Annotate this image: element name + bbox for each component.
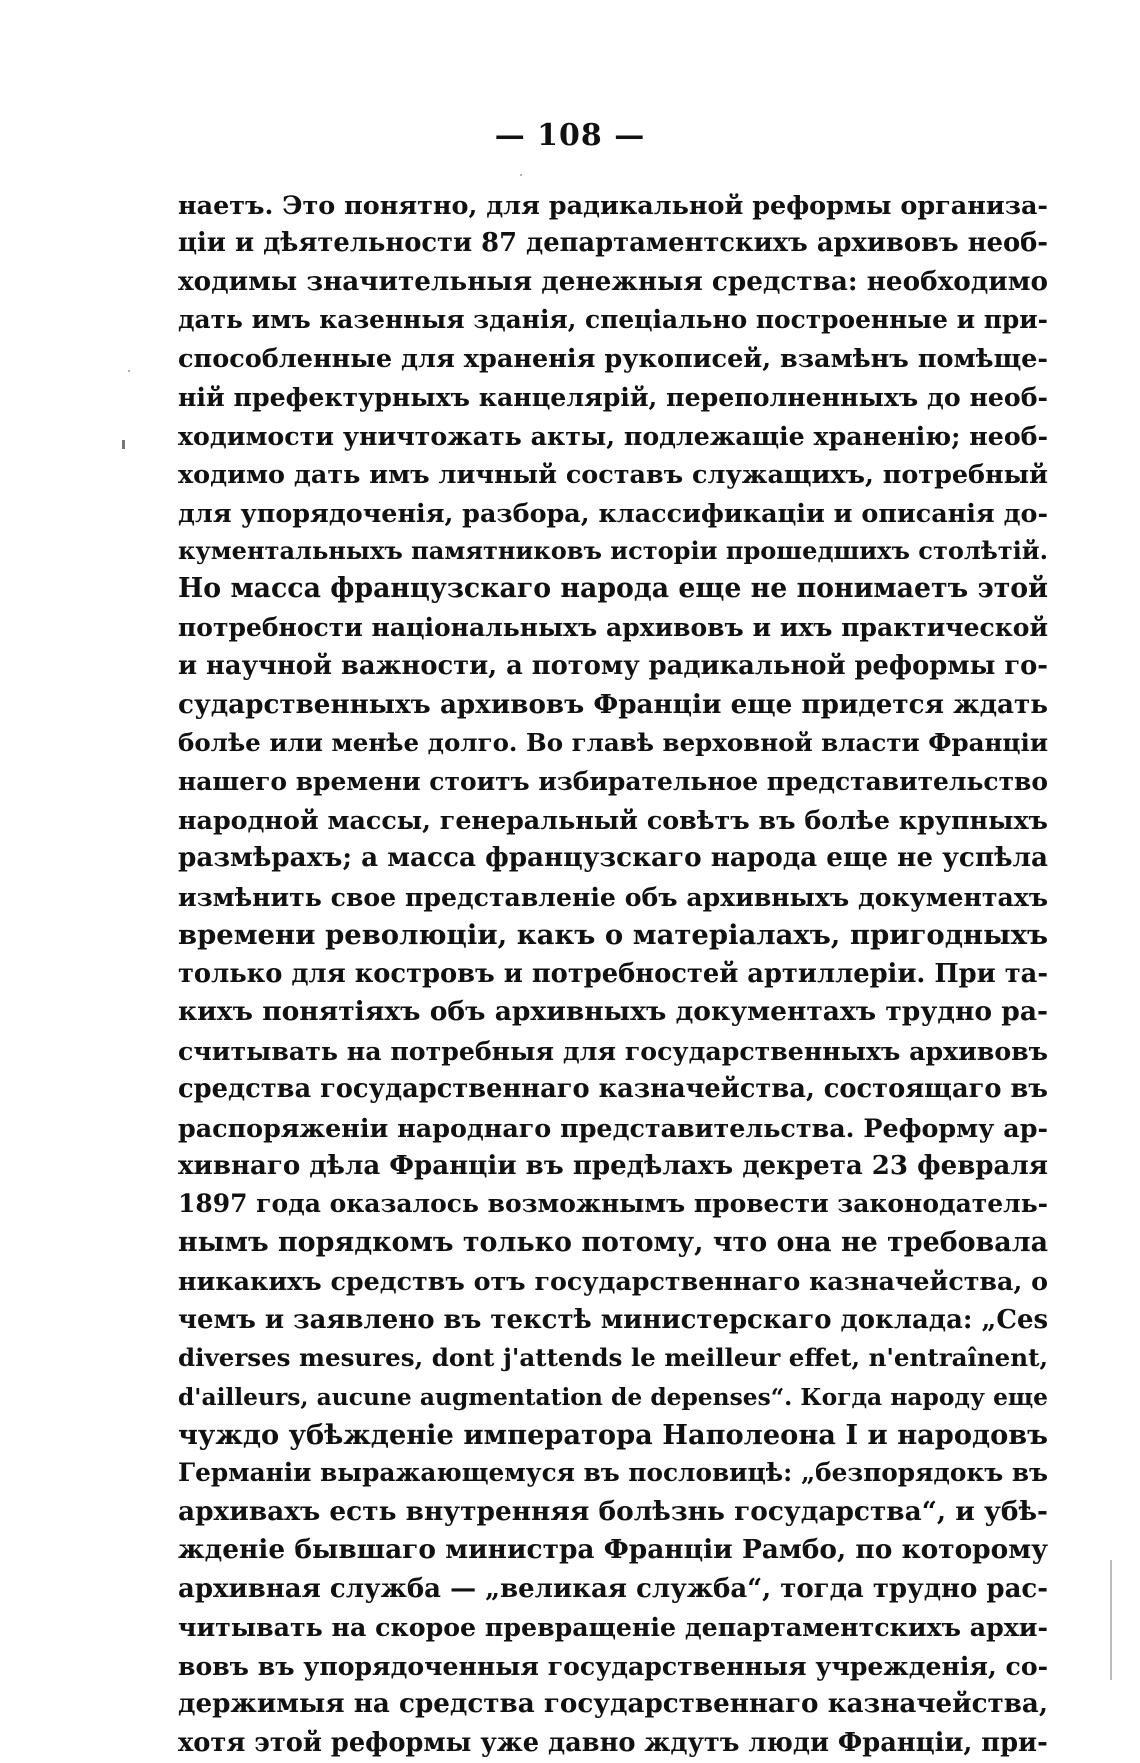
text-line: чемъ и заявлено въ текстѣ министерскаго доклада: „Ces	[178, 1304, 1048, 1335]
text-line: Но масса французскаго народа еще не понимаетъ этой	[178, 573, 1048, 605]
text-line: чуждо убѣжденіе императора Наполеона I и народовъ	[178, 1419, 1048, 1451]
scan-speck	[520, 174, 522, 176]
text-line: для упорядоченія, разбора, классификаціи и описанія до-	[178, 497, 1048, 528]
body-text	[178, 186, 1048, 1762]
text-line: только для костровъ и потребностей артиллеріи. При та-	[178, 958, 1048, 989]
text-line: Германіи выражающемуся въ пословицѣ: „безпорядокъ въ	[178, 1458, 1048, 1488]
text-line: распоряженіи народнаго представительства. Реформу ар-	[178, 1112, 1048, 1143]
scan-speck	[128, 370, 130, 372]
text-line: кихъ понятіяхъ объ архивныхъ документахъ трудно ра-	[178, 996, 1048, 1028]
text-line: хотя этой реформы уже давно ждутъ люди Франціи, при-	[178, 1727, 1048, 1758]
text-line: дать имъ казенныя зданія, спеціально построенные и при-	[178, 305, 1048, 335]
text-line: 1897 года оказалось возможнымъ провести законодатель-	[178, 1189, 1048, 1219]
page-number: — 108 —	[494, 118, 646, 153]
text-line: способленные для храненія рукописей, взамѣнъ помѣще-	[178, 343, 1048, 374]
text-line: и научной важности, а потому радикальной реформы го-	[178, 651, 1048, 682]
text-line: архивная служба — „великая служба“, тогда трудно рас-	[178, 1573, 1048, 1604]
text-line: ній префектурныхъ канцелярій, переполненныхъ до необ-	[178, 382, 1048, 413]
text-line: держимыя на средства государственнаго казначейства,	[178, 1688, 1048, 1720]
text-line: нашего времени стоитъ избирательное представительство	[178, 766, 1048, 796]
text-line: ходимы значительныя денежныя средства: необходимо	[178, 265, 1048, 297]
text-line: читывать на скорое превращеніе департаментскихъ архи-	[178, 1612, 1048, 1643]
text-line: хивнаго дѣла Франціи въ предѣлахъ декрета 23 февраля	[178, 1150, 1048, 1181]
text-line: времени революціи, какъ о матеріалахъ, пригодныхъ	[178, 919, 1048, 952]
text-line: ходимо дать имъ личный составъ служащихъ, потребный	[178, 459, 1048, 490]
text-line: кументальныхъ памятниковъ исторіи прошедшихъ столѣтій.	[178, 535, 1048, 565]
text-line: размѣрахъ; а масса французскаго народа еще не успѣла	[178, 842, 1048, 874]
text-line: болѣе или менѣе долго. Во главѣ верховной власти Франціи	[178, 728, 1048, 758]
text-line: вовъ въ упорядоченныя государственныя учрежденія, со-	[178, 1650, 1048, 1681]
text-line: народной массы, генеральный совѣтъ въ болѣе крупныхъ	[178, 805, 1048, 835]
text-line: средства государственнаго казначейства, состоящаго въ	[178, 1074, 1048, 1105]
text-line: ціи и дѣятельности 87 департаментскихъ архивовъ необ-	[178, 228, 1048, 259]
text-line: нымъ порядкомъ только потому, что она не требовала	[178, 1226, 1048, 1258]
text-line: измѣнить свое представленіе объ архивныхъ документахъ	[178, 881, 1048, 912]
text-line: сударственныхъ архивовъ Франціи еще придется ждать	[178, 688, 1048, 720]
scan-margin-mark	[1110, 1560, 1112, 1680]
text-line: жденіе бывшаго министра Франціи Рамбо, по которому	[178, 1534, 1048, 1566]
scan-margin-mark	[122, 440, 125, 449]
text-line: считывать на потребныя для государственныхъ архивовъ	[178, 1035, 1048, 1066]
text-line: ходимости уничтожать акты, подлежащіе храненію; необ-	[178, 420, 1048, 451]
text-line: diverses mesures, dont j'attends le meilleur effet, n'entraînent,	[178, 1343, 1048, 1373]
text-line: наетъ. Это понятно, для радикальной реформы организа-	[178, 190, 1048, 220]
text-line: потребности національныхъ архивовъ и ихъ практической	[178, 612, 1048, 642]
text-line: архивахъ есть внутренняя болѣзнь государства“, и убѣ-	[178, 1495, 1048, 1527]
text-line: никакихъ средствъ отъ государственнаго казначейства, о	[178, 1266, 1048, 1297]
text-line: d'ailleurs, aucune augmentation de depenses“. Когда народу еще	[178, 1382, 1048, 1411]
